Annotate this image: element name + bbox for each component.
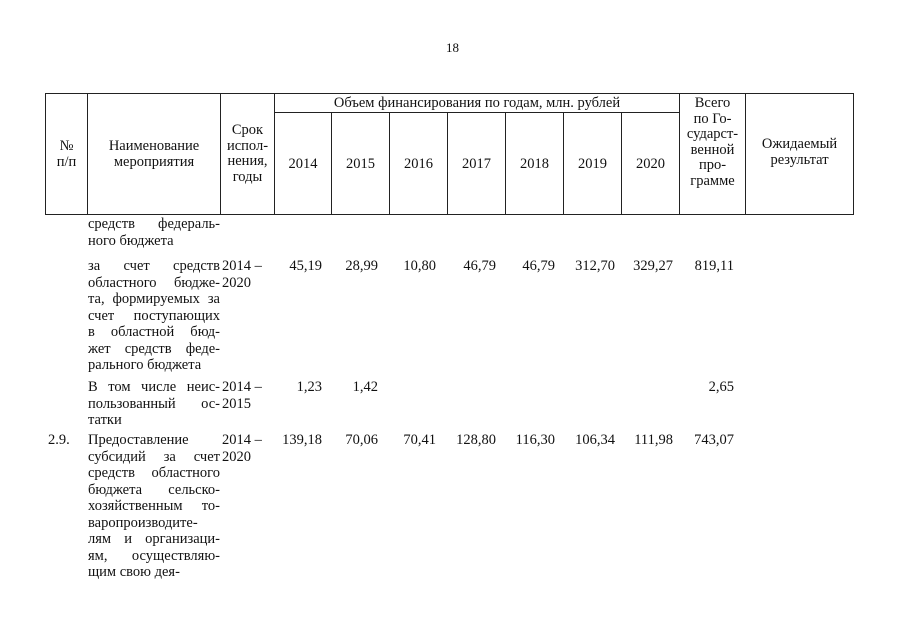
row-name-line: средств областного (88, 465, 220, 481)
row-name-line: ного бюджета (88, 232, 174, 249)
cell-value: 46,79 (463, 258, 496, 274)
header-number: № п/п (46, 94, 88, 215)
row-name-line: татки (88, 412, 122, 428)
cell-value: 70,06 (345, 432, 378, 448)
cell-value: 139,18 (282, 432, 322, 448)
row-name-line: пользованный ос- (88, 395, 220, 412)
row-name-line: в областной бюд- (88, 324, 220, 340)
row-name-line: хозяйственным то- (88, 498, 220, 514)
table-header (45, 93, 854, 215)
cell-value: 128,80 (456, 432, 496, 448)
header-year: 2016 (390, 113, 448, 215)
row-name-line: ям, осуществляю- (88, 547, 220, 564)
cell-value: 111,98 (634, 432, 673, 448)
header-year: 2017 (448, 113, 506, 215)
row-period: 2014 – (222, 379, 262, 395)
row-number: 2.9. (48, 432, 70, 448)
row-name-line: бюджета сельско- (88, 481, 220, 498)
cell-value: 312,70 (575, 258, 615, 274)
header-funding-group: Объем финансирования по годам, млн. рублей (275, 94, 680, 113)
cell-value: 10,80 (403, 258, 436, 274)
row-name-line: жет средств феде- (88, 340, 220, 357)
row-name-line: областного бюдже- (88, 274, 220, 291)
header-name: Наименование мероприятия (88, 94, 221, 215)
row-period: 2020 (222, 274, 251, 291)
header-period: Срок испол- нения, годы (221, 94, 275, 215)
header-year: 2018 (506, 113, 564, 215)
cell-value: 1,42 (352, 379, 378, 395)
cell-value: 45,19 (289, 258, 322, 274)
row-name-line: рального бюджета (88, 357, 202, 373)
row-name-line: В том числе неис- (88, 379, 220, 395)
cell-value: 1,23 (296, 379, 322, 395)
cell-value: 70,41 (403, 432, 436, 448)
row-name-line: лям и организаци- (88, 531, 220, 547)
row-period: 2015 (222, 395, 251, 412)
row-name-line: субсидий за счет (88, 448, 220, 465)
table-body (0, 216, 905, 640)
cell-total: 819,11 (694, 258, 734, 274)
page-number: 18 (446, 40, 459, 55)
header-year: 2015 (332, 113, 390, 215)
row-period: 2020 (222, 448, 251, 465)
row-name-line: та, формируемых за (88, 291, 220, 307)
header-year: 2020 (622, 113, 680, 215)
cell-total: 743,07 (694, 432, 734, 448)
row-name-line: счет поступающих (88, 307, 220, 324)
row-name-line: Предоставление (88, 432, 189, 448)
row-name-line: щим свою дея- (88, 564, 180, 580)
cell-value: 28,99 (345, 258, 378, 274)
row-period: 2014 – (222, 432, 262, 448)
header-result: Ожидаемый результат (746, 94, 854, 215)
row-period: 2014 – (222, 258, 262, 274)
header-total: Всего по Го- сударст- венной про- грамме (680, 94, 746, 215)
cell-total: 2,65 (708, 379, 734, 395)
cell-value: 116,30 (515, 432, 555, 448)
row-name-line: за счет средств (88, 258, 220, 274)
cell-value: 106,34 (575, 432, 615, 448)
cell-value: 329,27 (633, 258, 673, 274)
cell-value: 46,79 (522, 258, 555, 274)
row-name-line: варопроизводите- (88, 514, 198, 531)
header-year: 2019 (564, 113, 622, 215)
header-year: 2014 (275, 113, 332, 215)
row-name-line: средств федераль- (88, 216, 220, 232)
